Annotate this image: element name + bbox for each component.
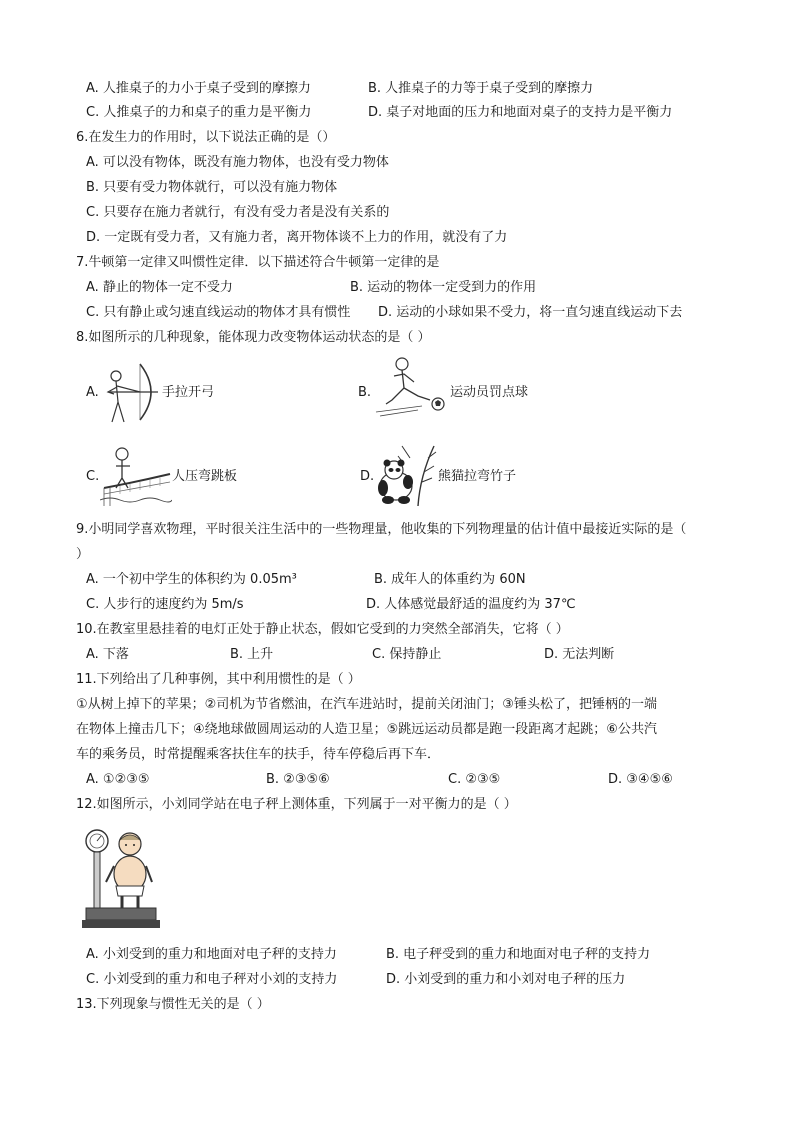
- q5-option-d: D. 桌子对地面的压力和地面对桌子的支持力是平衡力: [368, 105, 673, 120]
- q12-option-a: A. 小刘受到的重力和地面对电子秤的支持力: [86, 947, 337, 962]
- q5-option-b: B. 人推桌子的力等于桌子受到的摩擦力: [368, 81, 594, 96]
- panda-bamboo-illustration: [374, 442, 438, 508]
- q8-option-a-letter: A.: [86, 385, 99, 400]
- q6-option-c: C. 只要存在施力者就行，有没有受力者是没有关系的: [86, 205, 390, 220]
- q9-stem-line1: 9.小明同学喜欢物理，平时很关注生活中的一些物理量，他收集的下列物理量的估计值中最接近实际的是（: [76, 522, 687, 537]
- q11-stem: 11.下列给出了几种事例，其中利用惯性的是（ ）: [76, 672, 361, 687]
- scale-boy-illustration: [78, 826, 160, 932]
- q5-option-c: C. 人推桌子的力和桌子的重力是平衡力: [86, 105, 312, 120]
- q8-option-b-letter: B.: [358, 385, 372, 400]
- q8-option-a-caption: 手拉开弓: [162, 385, 215, 400]
- q6-option-b: B. 只要有受力物体就行，可以没有施力物体: [86, 180, 338, 195]
- q9-option-d: D. 人体感觉最舒适的温度约为 37℃: [366, 597, 576, 612]
- diving-board-illustration: [100, 444, 172, 506]
- q13-stem: 13.下列现象与惯性无关的是（ ）: [76, 997, 270, 1012]
- q12-option-d: D. 小刘受到的重力和小刘对电子秤的压力: [386, 972, 626, 987]
- q9-option-a: A. 一个初中学生的体积约为 0.05m³: [86, 572, 297, 587]
- q8-stem: 8.如图所示的几种现象，能体现力改变物体运动状态的是（ ）: [76, 330, 431, 345]
- q7-option-d: D. 运动的小球如果不受力，将一直匀速直线运动下去: [378, 305, 683, 320]
- q10-option-c: C. 保持静止: [372, 647, 442, 662]
- q6-option-d: D. 一定既有受力者，又有施力者，离开物体谈不上力的作用，就没有了力: [86, 230, 508, 245]
- q7-option-b: B. 运动的物体一定受到力的作用: [350, 280, 537, 295]
- q10-option-d: D. 无法判断: [544, 647, 615, 662]
- q5-option-a: A. 人推桌子的力小于桌子受到的摩擦力: [86, 81, 311, 96]
- q8-option-b-caption: 运动员罚点球: [450, 385, 529, 400]
- q9-stem-line2: ）: [76, 547, 90, 562]
- q12-option-c: C. 小刘受到的重力和电子秤对小刘的支持力: [86, 972, 338, 987]
- q11-option-d: D. ③④⑤⑥: [608, 772, 673, 787]
- q7-option-c: C. 只有静止或匀速直线运动的物体才具有惯性: [86, 305, 351, 320]
- q7-option-a: A. 静止的物体一定不受力: [86, 280, 233, 295]
- q11-option-b: B. ②③⑤⑥: [266, 772, 330, 787]
- q11-option-c: C. ②③⑤: [448, 772, 501, 787]
- q11-body-line3: 车的乘务员，时常提醒乘客扶住车的扶手，待车停稳后再下车．: [76, 747, 441, 762]
- q11-body-line2: 在物体上撞击几下；④绕地球做圆周运动的人造卫星；⑤跳远运动员都是跑一段距离才起跳；⑥公共汽: [76, 722, 657, 737]
- q8-option-d-letter: D.: [360, 469, 375, 484]
- q12-stem: 12.如图所示，小刘同学站在电子秤上测体重，下列属于一对平衡力的是（ ）: [76, 797, 517, 812]
- q8-option-d-caption: 熊猫拉弯竹子: [438, 469, 517, 484]
- q10-stem: 10.在教室里悬挂着的电灯正处于静止状态，假如它受到的力突然全部消失，它将（ ）: [76, 622, 569, 637]
- q9-option-c: C. 人步行的速度约为 5m/s: [86, 597, 244, 612]
- q12-option-b: B. 电子秤受到的重力和地面对电子秤的支持力: [386, 947, 651, 962]
- q10-option-b: B. 上升: [230, 647, 274, 662]
- q8-option-c-letter: C.: [86, 469, 100, 484]
- q10-option-a: A. 下落: [86, 647, 129, 662]
- q6-stem: 6.在发生力的作用时，以下说法正确的是（）: [76, 130, 336, 145]
- q11-body-line1: ①从树上掉下的苹果；②司机为节省燃油，在汽车进站时，提前关闭油门；③锤头松了，把锤柄的一端: [76, 697, 657, 712]
- archer-illustration: [100, 360, 162, 424]
- soccer-kick-illustration: [372, 354, 452, 418]
- q7-stem: 7.牛顿第一定律又叫惯性定律．以下描述符合牛顿第一定律的是: [76, 255, 440, 270]
- q9-option-b: B. 成年人的体重约为 60N: [374, 572, 526, 587]
- q8-option-c-caption: 人压弯跳板: [172, 469, 238, 484]
- q11-option-a: A. ①②③⑤: [86, 772, 150, 787]
- q6-option-a: A. 可以没有物体，既没有施力物体，也没有受力物体: [86, 155, 389, 170]
